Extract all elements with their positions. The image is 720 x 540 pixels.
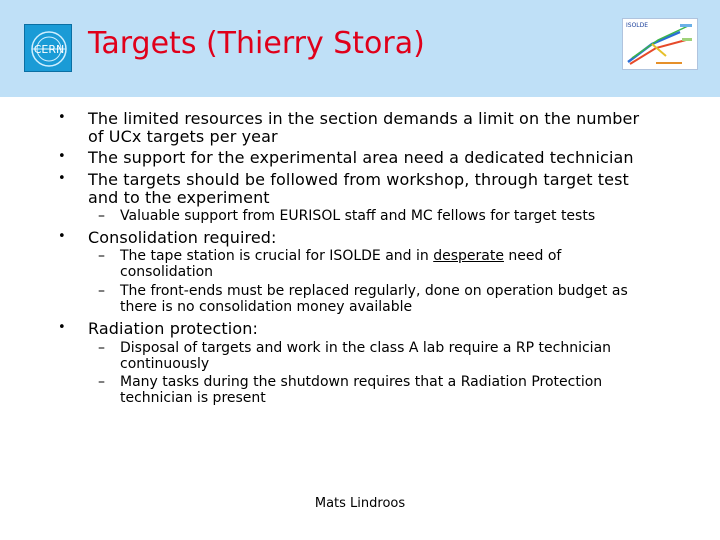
text-run: The tape station is crucial for ISOLDE and in (120, 248, 434, 264)
cern-logo-text: CERN (33, 43, 65, 56)
bullet-1-line-2: of UCx targets per year (88, 127, 278, 146)
bullet-marker: • (58, 171, 66, 186)
dash-marker: – (98, 208, 105, 224)
dash-marker: – (98, 340, 105, 356)
text-run: need of (503, 248, 562, 264)
slide-title: Targets (Thierry Stora) (88, 26, 425, 61)
isolde-logo-text: ISOLDE (626, 22, 649, 29)
bullet-4-sub-2-line-1: The front-ends must be replaced regularly, done on operation budget as (120, 283, 628, 299)
bullet-5-line-1: Radiation protection: (88, 319, 258, 338)
dash-marker: – (98, 283, 105, 299)
bullet-3-line-2: and to the experiment (88, 188, 270, 207)
underlined-word: desperate (433, 248, 504, 264)
bullet-3-line-1: The targets should be followed from workshop, through target test (88, 170, 629, 189)
bullet-marker: • (58, 229, 66, 244)
bullet-4-line-1: Consolidation required: (88, 228, 277, 247)
bullet-5-sub-1-line-1: Disposal of targets and work in the class A lab require a RP technician (120, 340, 612, 356)
dash-marker: – (98, 248, 105, 264)
bullet-5-sub-1-line-2: continuously (120, 356, 210, 372)
bullet-4-sub-2-line-2: there is no consolidation money available (120, 299, 413, 315)
footer-author: Mats Lindroos (314, 496, 406, 511)
bullet-marker: • (58, 110, 66, 125)
bullet-2-line-1: The support for the experimental area need a dedicated technician (88, 148, 634, 167)
bullet-marker: • (58, 320, 66, 335)
bullet-5-sub-2-line-2: technician is present (120, 390, 266, 406)
bullet-1-line-1: The limited resources in the section demands a limit on the number (88, 109, 640, 128)
bullet-4-sub-1-line-2: consolidation (120, 264, 214, 280)
bullet-3-sub-1: Valuable support from EURISOL staff and MC fellows for target tests (120, 208, 596, 224)
bullet-5-sub-2-line-1: Many tasks during the shutdown requires that a Radiation Protection (120, 374, 603, 390)
dash-marker: – (98, 374, 105, 390)
bullet-4-sub-1-line-1 (120, 248, 561, 264)
bullet-marker: • (58, 149, 66, 164)
